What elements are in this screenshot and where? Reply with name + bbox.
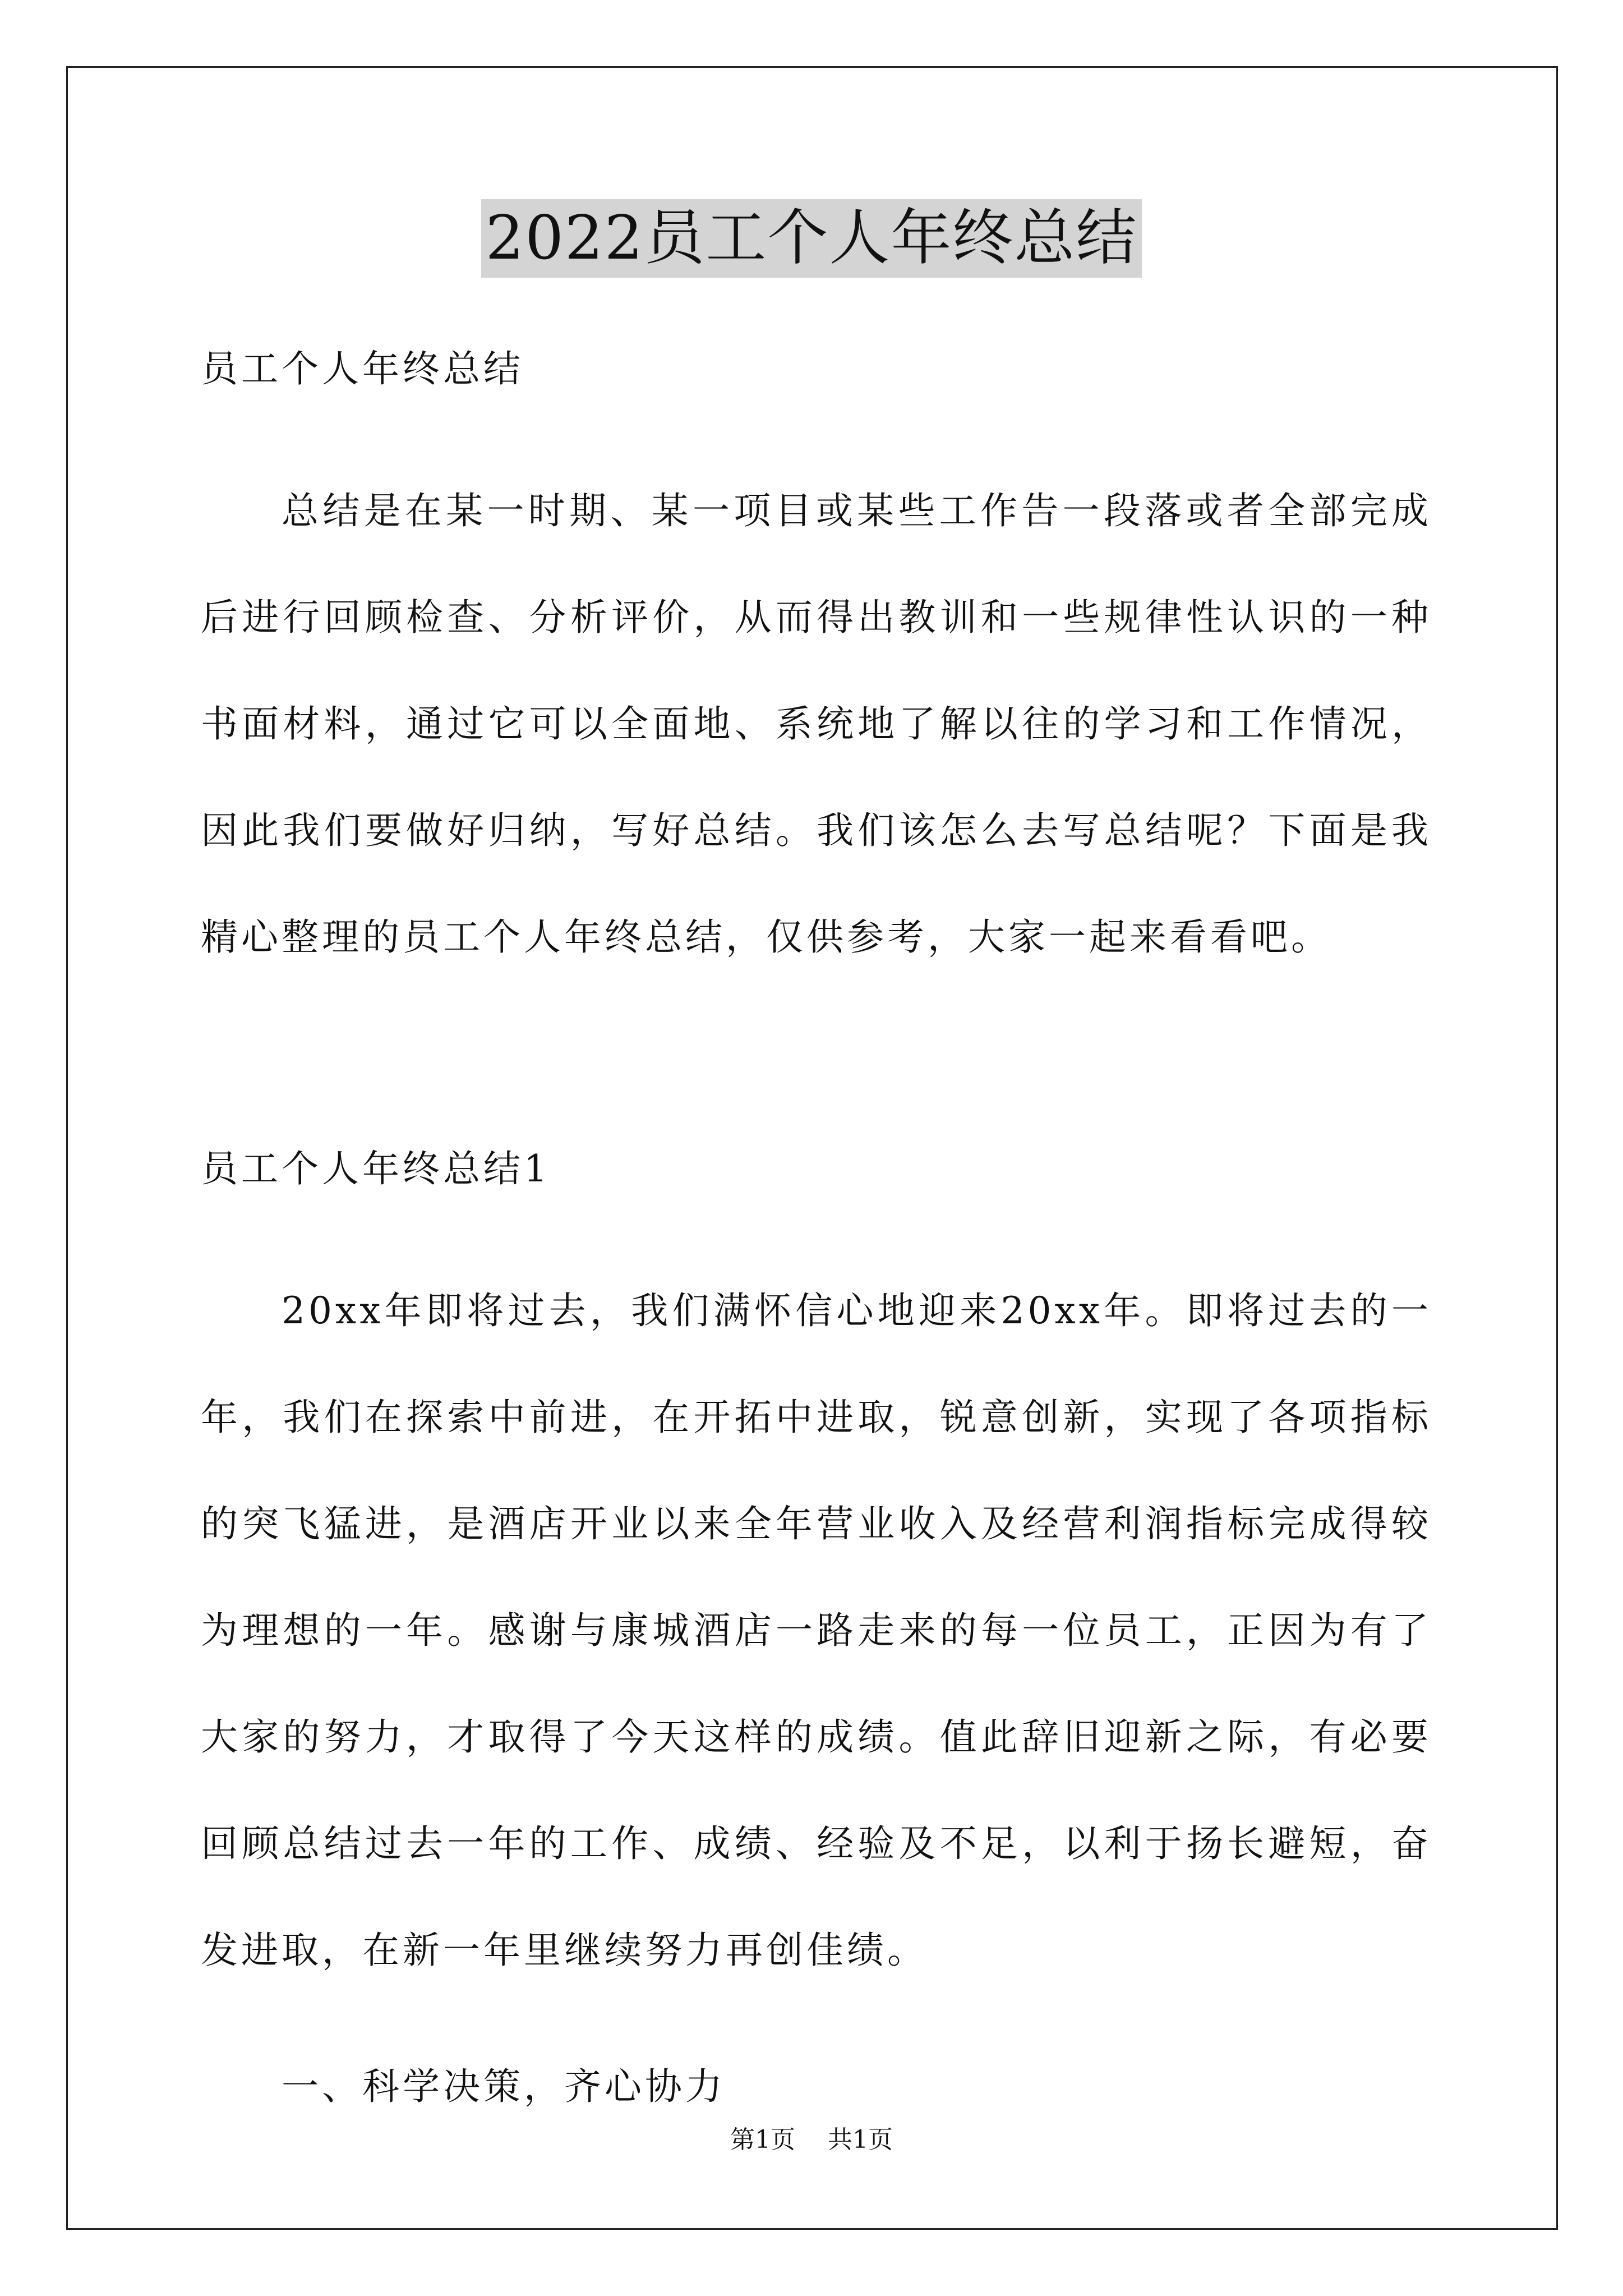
intro-heading: 员工个人年终总结 — [201, 347, 524, 390]
section-heading: 员工个人年终总结1 — [201, 1147, 551, 1190]
page-number: 第1页 — [730, 2125, 795, 2154]
section-list-item: 一、科学决策，齐心协力 — [282, 2065, 726, 2108]
document-body — [201, 342, 1432, 2114]
spacer — [201, 1196, 1432, 1258]
page-total: 共1页 — [828, 2125, 893, 2154]
intro-paragraph: 总结是在某一时期、某一项目或某些工作告一段落或者全部完成后进行回顾检查、分析评价，从而得出教训和一些规律性认识的一种书面材料，通过它可以全面地、系统地了解以往的学习和工作情况，因此我们要做好归纳，写好总结。我们该怎么去写总结呢？下面是我精心整理的员工个人年终总结，仅供参考，大家一起来看看吧。 — [201, 489, 1432, 959]
spacer — [201, 2004, 1432, 2060]
document-title: 2022员工个人年终总结 — [481, 199, 1142, 278]
spacer — [201, 991, 1432, 1142]
page-footer — [0, 2123, 1623, 2157]
spacer — [201, 396, 1432, 458]
section-paragraph: 20xx年即将过去，我们满怀信心地迎来20xx年。即将过去的一年，我们在探索中前进，在开拓中进取，锐意创新，实现了各项指标的突飞猛进，是酒店开业以来全年营业收入及经营利润指标完成得较为理想的一年。感谢与康城酒店一路走来的每一位员工，正因为有了大家的努力，才取得了今天这样的成绩。值此辞旧迎新之际，有必要回顾总结过去一年的工作、成绩、经验及不足，以利于扬长避短，奋发进取，在新一年里继续努力再创佳绩。 — [201, 1289, 1432, 1972]
title-wrapper — [0, 199, 1623, 278]
